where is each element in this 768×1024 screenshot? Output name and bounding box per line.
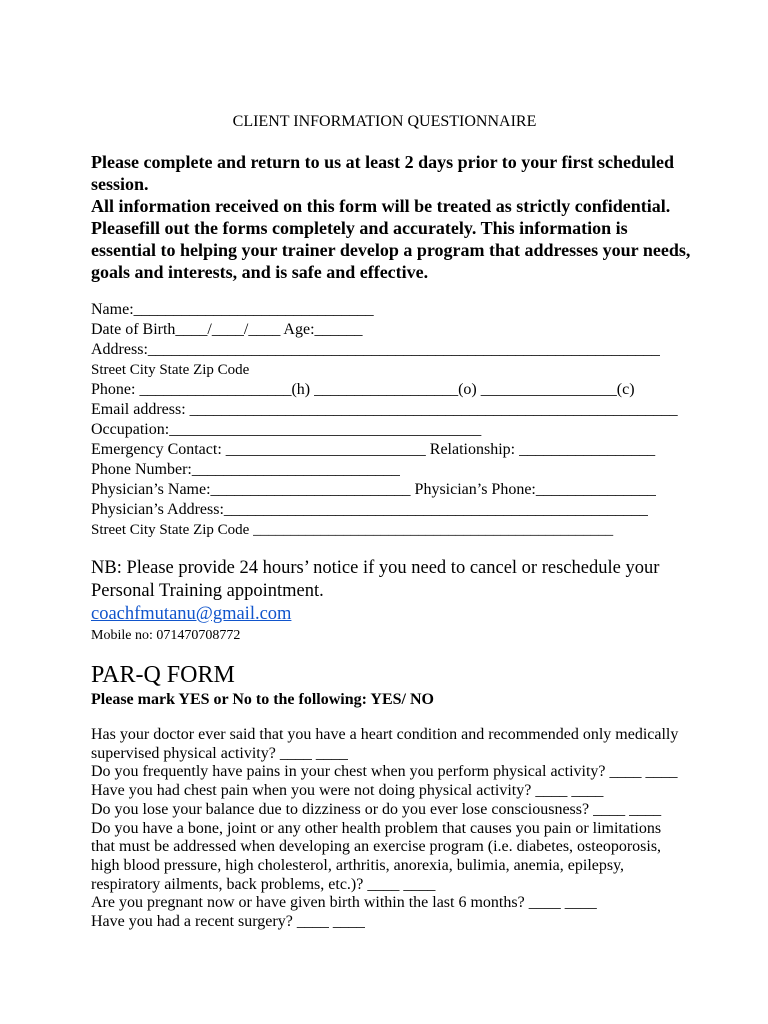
name-field: Name:______________________________ [91, 301, 374, 318]
question-item: Have you had a recent surgery? ____ ____ [91, 913, 365, 931]
intro-return-instruction: Please complete and return to us at least 2 days prior to your first scheduled session. [91, 152, 674, 194]
parq-title: PAR-Q FORM [91, 662, 235, 688]
physician-address-field: Physician’s Address:_____________________________________________________ [91, 501, 648, 518]
cancellation-notice [91, 557, 691, 646]
phone-number-field: Phone Number:__________________________ [91, 461, 400, 478]
email-link[interactable]: coachfmutanu@gmail.com [91, 604, 292, 624]
parq-instruction: Please mark YES or No to the following: YES/ NO [91, 691, 434, 708]
question-item: Has your doctor ever said that you have a heart condition and recommended only medically supervised physical activity? ____ ____ [91, 726, 679, 762]
dob-age-field: Date of Birth____/____/____ Age:______ [91, 321, 363, 338]
occupation-field: Occupation:_______________________________________ [91, 421, 482, 438]
question-item: Are you pregnant now or have given birth within the last 6 months? ____ ____ [91, 894, 597, 912]
phone-field: Phone: ___________________(h) __________________(o) _________________(c) [91, 381, 635, 398]
address-hint: Street City State Zip Code [91, 362, 250, 378]
question-item: Do you lose your balance due to dizziness or do you ever lose consciousness? ____ ____ [91, 800, 662, 818]
emergency-contact-field: Emergency Contact: _________________________ Relationship: _________________ [91, 441, 656, 458]
physician-name-field: Physician’s Name:_________________________ Physician’s Phone:_______________ [91, 481, 656, 498]
question-item: Do you frequently have pains in your chest when you perform physical activity? ____ ____ [91, 763, 678, 781]
question-item: Have you had chest pain when you were not doing physical activity? ____ ____ [91, 782, 604, 800]
email-field: Email address: _____________________________________________________________ [91, 401, 678, 418]
address-field: Address:________________________________________________________________ [91, 341, 660, 358]
client-fields [91, 300, 691, 540]
mobile-number: Mobile no: 071470708772 [91, 628, 241, 643]
intro-confidentiality: All information received on this form will be treated as strictly confidential. Pleasefill out the forms completely and accurately. This information is essential to helping your trainer develop a program that addresses your needs, goals and interests, and is safe and effective. [91, 196, 691, 282]
question-item: Do you have a bone, joint or any other health problem that causes you pain or limitations that must be addressed when developing an exercise program (i.e. diabetes, osteoporosis, high blood pressure, high cholesterol, arthritis, anorexia, bulimia, anemia, epilepsy, respiratory ailments, back problems, etc.)? ____ ____ [91, 819, 662, 893]
notice-text: NB: Please provide 24 hours’ notice if you need to cancel or reschedule your Personal Training appointment. [91, 558, 660, 601]
physician-address-hint: Street City State Zip Code ________________________________________________ [91, 522, 614, 538]
parq-questions [91, 726, 687, 932]
page-title: CLIENT INFORMATION QUESTIONNAIRE [232, 113, 537, 130]
intro-text [91, 151, 691, 283]
